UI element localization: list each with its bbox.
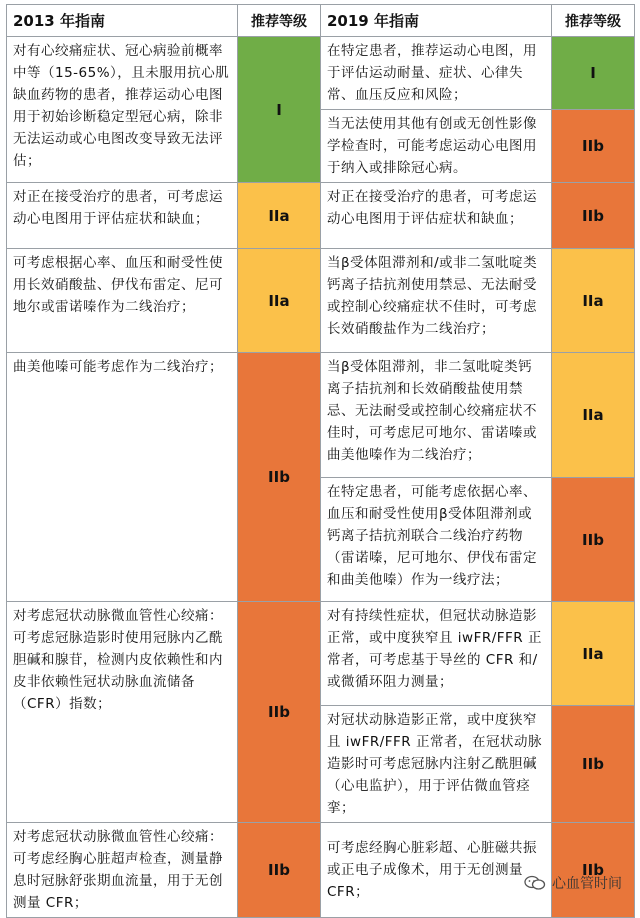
cell-2019-grade: I (552, 37, 635, 110)
cell-2019-text: 对正在接受治疗的患者，可考虑运动心电图用于评估症状和缺血； (321, 183, 552, 249)
table-row (7, 602, 635, 706)
cell-2013-grade: IIa (238, 183, 321, 249)
header-2013: 2013 年指南 (7, 5, 238, 37)
cell-2019-text: 可考虑经胸心脏彩超、心脏磁共振或正电子成像术，用于无创测量 CFR； (321, 823, 552, 918)
cell-2019-text: 当β受体阻滞剂和/或非二氢吡啶类钙离子拮抗剂使用禁忌、无法耐受或控制心绞痛症状不佳时，可考虑长效硝酸盐作为二线治疗； (321, 249, 552, 353)
header-grade-2013: 推荐等级 (238, 5, 321, 37)
cell-2019-grade: IIb (552, 823, 635, 918)
cell-2019-grade: IIb (552, 478, 635, 602)
cell-2019-grade: IIa (552, 602, 635, 706)
watermark (524, 873, 622, 893)
table-row (7, 183, 635, 249)
watermark-text: 心血管时间 (552, 876, 622, 892)
cell-2013-text: 对正在接受治疗的患者，可考虑运动心电图用于评估症状和缺血； (7, 183, 238, 249)
cell-2019-grade: IIb (552, 110, 635, 183)
guideline-comparison-table (6, 4, 635, 918)
cell-2013-text: 曲美他嗪可能考虑作为二线治疗； (7, 353, 238, 602)
cell-2019-grade: IIb (552, 183, 635, 249)
cell-2019-text: 当无法使用其他有创或无创性影像学检查时，可能考虑运动心电图用于纳入或排除冠心病。 (321, 110, 552, 183)
cell-2019-grade: IIb (552, 706, 635, 823)
cell-2013-text: 对考虑冠状动脉微血管性心绞痛：可考虑经胸心脏超声检查，测量静息时冠脉舒张期血流量，用于无创测量 CFR； (7, 823, 238, 918)
table-row (7, 37, 635, 110)
table-row (7, 823, 635, 918)
header-grade-2019: 推荐等级 (552, 5, 635, 37)
header-2019: 2019 年指南 (321, 5, 552, 37)
cell-2013-grade: IIb (238, 823, 321, 918)
cell-2013-grade: IIa (238, 249, 321, 353)
cell-2019-grade: IIa (552, 353, 635, 478)
cell-2013-grade: IIb (238, 353, 321, 602)
wechat-icon (524, 875, 546, 891)
table-row (7, 353, 635, 478)
table-row (7, 249, 635, 353)
cell-2019-text: 对冠状动脉造影正常，或中度狭窄且 iwFR/FFR 正常者，在冠状动脉造影时可考虑冠脉内注射乙酰胆碱（心电监护），用于评估微血管痉挛； (321, 706, 552, 823)
cell-2013-text: 对有心绞痛症状、冠心病验前概率中等（15-65%），且未服用抗心肌缺血药物的患者，推荐运动心电图用于初始诊断稳定型冠心病，除非无法运动或心电图改变导致无法评估； (7, 37, 238, 183)
table-header-row (7, 5, 635, 37)
cell-2013-text: 对考虑冠状动脉微血管性心绞痛：可考虑冠脉造影时使用冠脉内乙酰胆碱和腺苷，检测内皮依赖性和内皮非依赖性冠状动脉血流储备（CFR）指数； (7, 602, 238, 823)
cell-2019-text: 在特定患者，可能考虑依据心率、血压和耐受性使用β受体阻滞剂或钙离子拮抗剂联合二线治疗药物（雷诺嗪，尼可地尔、伊伐布雷定和曲美他嗪）作为一线疗法； (321, 478, 552, 602)
cell-2019-grade: IIa (552, 249, 635, 353)
cell-2013-grade: IIb (238, 602, 321, 823)
cell-2013-text: 可考虑根据心率、血压和耐受性使用长效硝酸盐、伊伐布雷定、尼可地尔或雷诺嗪作为二线治疗； (7, 249, 238, 353)
cell-2019-text: 当β受体阻滞剂，非二氢吡啶类钙离子拮抗剂和长效硝酸盐使用禁忌、无法耐受或控制心绞痛症状不佳时，可考虑尼可地尔、雷诺嗪或曲美他嗪作为二线治疗； (321, 353, 552, 478)
cell-2019-text: 对有持续性症状，但冠状动脉造影正常，或中度狭窄且 iwFR/FFR 正常者，可考虑基于导丝的 CFR 和/或微循环阻力测量； (321, 602, 552, 706)
cell-2019-text: 在特定患者，推荐运动心电图，用于评估运动耐量、症状、心律失常、血压反应和风险； (321, 37, 552, 110)
cell-2013-grade: I (238, 37, 321, 183)
